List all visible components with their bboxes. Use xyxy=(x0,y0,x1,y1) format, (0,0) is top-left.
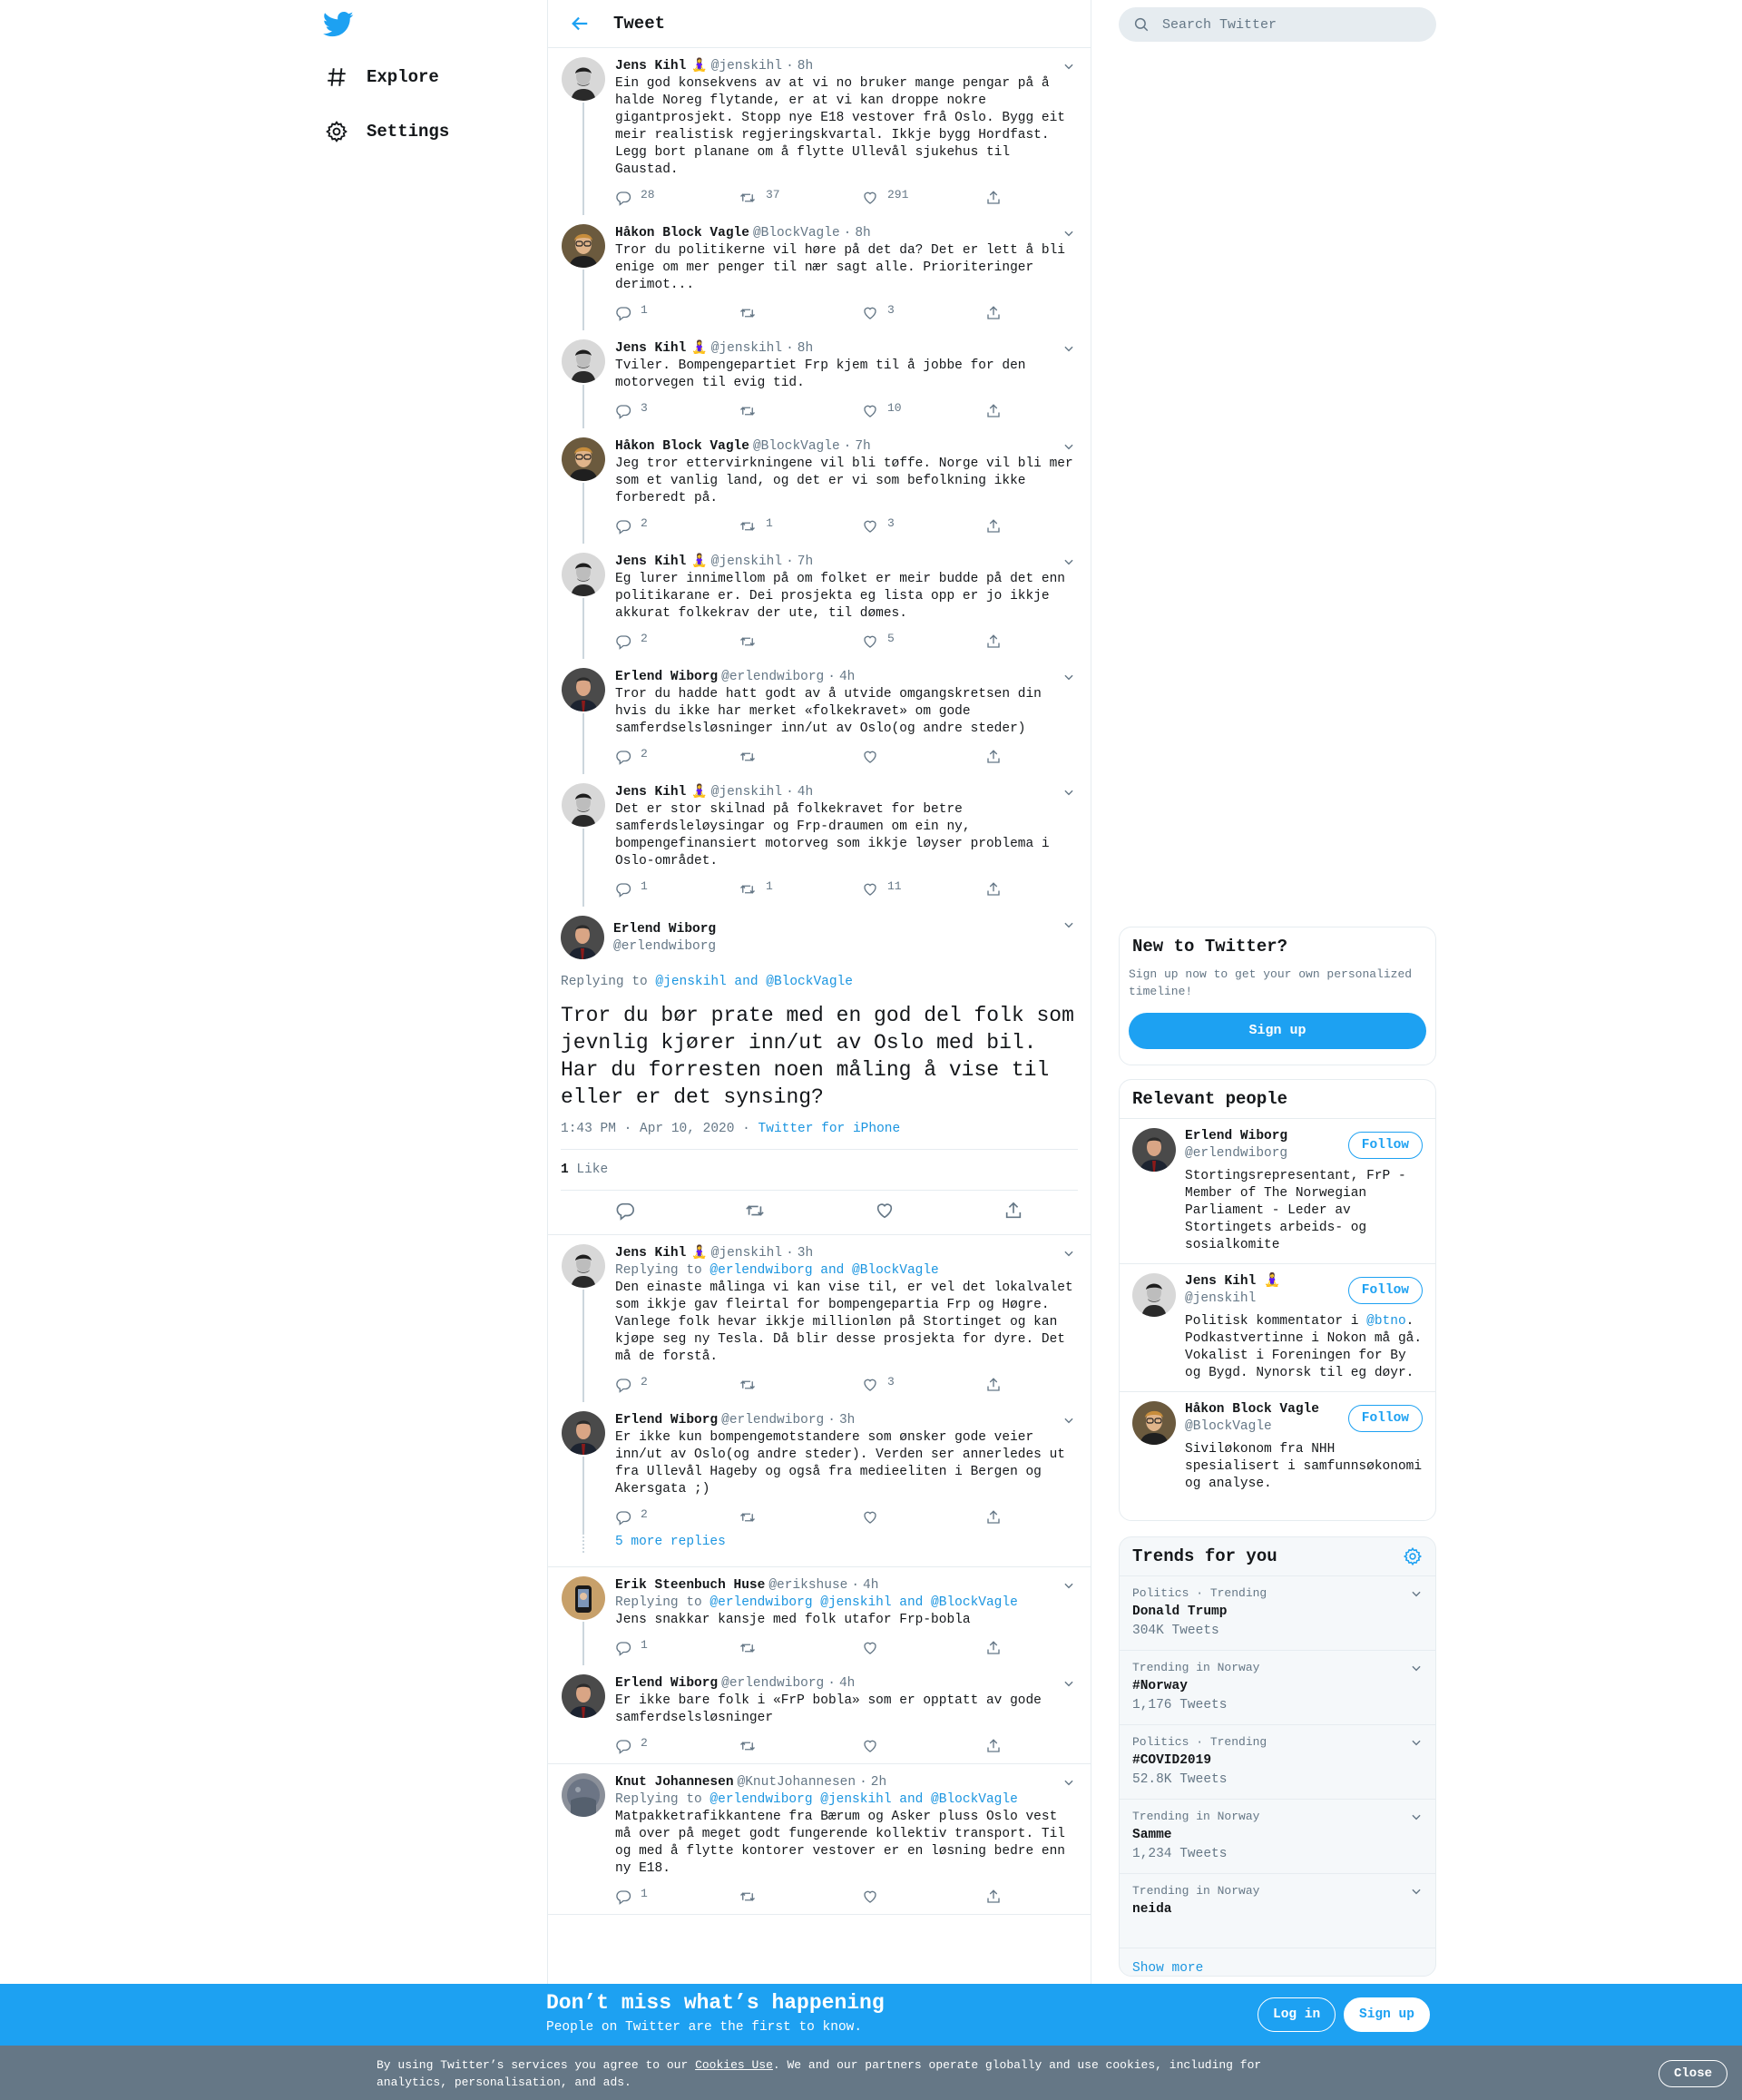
share-icon[interactable] xyxy=(985,1738,1013,1754)
separator-dot: · xyxy=(786,341,794,356)
chevron-down-icon[interactable] xyxy=(1060,1773,1078,1791)
tweet-time[interactable]: 2h xyxy=(870,1775,887,1790)
trend-count: 1,176 Tweets xyxy=(1132,1698,1228,1712)
tweet[interactable] xyxy=(548,1665,1091,1764)
page-title: Tweet xyxy=(613,14,666,34)
chevron-down-icon[interactable] xyxy=(1060,57,1078,75)
tweet-text: Tror du bør prate med en god del folk som jevnlig kjører inn/ut av Oslo med bil. Har du forresten noen måling å vise til eller er det synsing? xyxy=(561,1004,1074,1109)
bio-text-post: . Podkastvertinne i Nokon må gå. Vokalist i Foreningen for By og Bygd. Nynorsk til eg døyr. xyxy=(1185,1314,1423,1380)
author-handle[interactable]: @erlendwiborg xyxy=(721,1676,825,1691)
author-name[interactable]: Erlend Wiborg xyxy=(613,921,717,937)
like-icon-count: 3 xyxy=(887,302,895,317)
tweet-actions xyxy=(615,1881,1078,1914)
chevron-down-icon[interactable] xyxy=(1410,1587,1423,1604)
twitter-logo-icon[interactable] xyxy=(323,11,354,38)
reply-icon-count: 1 xyxy=(641,302,648,317)
tweet-time[interactable]: 7h xyxy=(855,439,871,454)
back-arrow-icon[interactable] xyxy=(564,8,595,39)
author-handle[interactable]: @BlockVagle xyxy=(752,439,840,454)
more-replies-link[interactable] xyxy=(548,1535,1091,1567)
tweet-actions xyxy=(615,396,1078,428)
tweet-text: Tror du politikerne vil høre på det da? Det er lett å bli enige om mer penger til nær sagt alle. Prioriteringer derimot... xyxy=(615,243,1073,292)
cookie-text-pre: By using Twitter’s services you agree to our xyxy=(377,2058,696,2072)
trend-category: Trending in Norway xyxy=(1132,1661,1260,1674)
share-icon[interactable] xyxy=(985,190,1013,206)
tweet-text: Det er stor skilnad på folkekravet for betre samferdsleløysingar og Frp-draumen om ein ny, bompengefinansiert motorveg som ikkje løyser problema i Oslo-området. xyxy=(615,802,1058,868)
person-handle[interactable]: @erlendwiborg xyxy=(1185,1146,1288,1161)
share-icon[interactable] xyxy=(985,1509,1013,1526)
like-icon[interactable] xyxy=(862,1509,985,1526)
trend-count: 52.8K Tweets xyxy=(1132,1772,1228,1787)
tweet[interactable] xyxy=(548,48,1091,215)
hashtag-icon xyxy=(323,64,350,91)
bio-text: Stortingsrepresentant, FrP - Member of The Norwegian Parliament - Leder av Stortingets arbeids- og sosialkomite xyxy=(1185,1169,1406,1252)
reply-icon-count: 2 xyxy=(641,515,648,530)
like-icon[interactable] xyxy=(862,400,985,419)
share-icon[interactable] xyxy=(985,881,1013,898)
replying-to-link[interactable]: @erlendwiborg @jenskihl and @BlockVagle xyxy=(710,1792,1018,1807)
reply-icon[interactable] xyxy=(615,1637,739,1656)
person-bio xyxy=(1185,1168,1423,1254)
chevron-down-icon[interactable] xyxy=(1060,668,1078,686)
trend-category: Politics · Trending xyxy=(1132,1586,1267,1600)
relevant-people-card xyxy=(1119,1079,1436,1521)
like-icon[interactable] xyxy=(862,1640,985,1656)
replying-to-link[interactable]: @erlendwiborg and @BlockVagle xyxy=(710,1263,939,1278)
tweet-actions xyxy=(615,1633,1078,1665)
retweet-icon[interactable] xyxy=(739,1640,862,1656)
reply-group-3 xyxy=(548,1764,1091,1915)
retweet-icon[interactable] xyxy=(739,1509,862,1526)
chevron-down-icon[interactable] xyxy=(1060,1576,1078,1595)
tweet-time[interactable]: 3h xyxy=(797,1246,814,1261)
reply-icon-count: 2 xyxy=(641,1506,648,1521)
author-handle[interactable]: @erlendwiborg xyxy=(721,670,825,684)
tweet[interactable] xyxy=(548,544,1091,659)
separator-dot: · xyxy=(786,59,794,74)
tweet[interactable] xyxy=(548,1567,1091,1665)
reply-icon-count: 1 xyxy=(641,1637,648,1652)
like-icon-count: 3 xyxy=(887,515,895,530)
trend-name: #COVID2019 xyxy=(1132,1753,1212,1768)
author-handle[interactable]: @jenskihl xyxy=(710,59,783,74)
trend-category: Politics · Trending xyxy=(1132,1735,1267,1749)
tweet[interactable] xyxy=(548,659,1091,774)
separator-dot: · xyxy=(859,1775,867,1790)
separator-dot: · xyxy=(786,1246,794,1261)
retweet-icon[interactable] xyxy=(739,403,862,419)
reply-icon-count: 1 xyxy=(641,878,648,893)
retweet-icon[interactable] xyxy=(744,1201,766,1225)
author-name[interactable]: Jens Kihl xyxy=(615,554,687,569)
share-icon[interactable] xyxy=(985,305,1013,321)
reply-icon[interactable] xyxy=(615,515,739,535)
like-icon[interactable] xyxy=(862,1738,985,1754)
author-name[interactable]: Erlend Wiborg xyxy=(615,1676,719,1691)
like-icon-count: 5 xyxy=(887,631,895,645)
share-icon[interactable] xyxy=(985,1889,1013,1905)
like-icon-count: 3 xyxy=(887,1374,895,1389)
bio-link[interactable]: @btno xyxy=(1366,1314,1406,1329)
retweet-icon[interactable] xyxy=(739,1889,862,1905)
tweet-actions xyxy=(615,874,1078,907)
tweet-text: Er ikke kun bompengemotstandere som ønsker gode veier inn/ut av Oslo(og andre steder). Verden ser annerledes ut fra Ullevål Hageby og også fra medieeliten i Bergen og Akersgata ;) xyxy=(615,1430,1073,1496)
reply-group-2 xyxy=(548,1567,1091,1764)
like-icon[interactable] xyxy=(862,749,985,765)
author-handle[interactable]: @erikshuse xyxy=(768,1578,848,1593)
person-item[interactable] xyxy=(1120,1391,1435,1502)
bio-text: Politisk kommentator i xyxy=(1185,1314,1367,1329)
chevron-down-icon[interactable] xyxy=(1060,783,1078,801)
tweet-actions xyxy=(615,741,1078,774)
likes-summary[interactable] xyxy=(561,1150,1078,1191)
replying-to: Replying to @erlendwiborg @jenskihl and @BlockVagle xyxy=(615,1595,1018,1610)
author-handle[interactable]: @KnutJohannesen xyxy=(737,1775,856,1790)
tweet-time[interactable]: 4h xyxy=(797,785,814,800)
cookie-text-post: . We and our partners operate globally and use cookies, including for analytics, personalisation, and ads. xyxy=(377,2058,1262,2089)
avatar[interactable] xyxy=(1132,1273,1176,1317)
new-to-twitter-card xyxy=(1119,927,1436,1065)
person-name[interactable]: Håkon Block Vagle xyxy=(1185,1402,1319,1417)
author-name[interactable]: Erik Steenbuch Huse xyxy=(615,1578,766,1593)
follow-button[interactable]: Follow xyxy=(1348,1277,1423,1304)
tweet-actions xyxy=(615,182,1078,215)
avatar[interactable] xyxy=(1132,1401,1176,1445)
reply-icon-count: 2 xyxy=(641,746,648,761)
like-icon-count: 10 xyxy=(887,400,902,415)
share-icon[interactable] xyxy=(985,403,1013,419)
trend-count: 304K Tweets xyxy=(1132,1624,1219,1638)
relevant-people-title: Relevant people xyxy=(1132,1089,1288,1109)
like-icon-count: 291 xyxy=(887,187,909,201)
like-icon[interactable] xyxy=(862,515,985,535)
follow-button[interactable]: Follow xyxy=(1348,1132,1423,1159)
person-handle[interactable]: @jenskihl xyxy=(1185,1291,1257,1306)
reply-icon[interactable] xyxy=(615,878,739,898)
gear-icon[interactable] xyxy=(1403,1546,1423,1566)
avatar[interactable] xyxy=(562,1576,605,1620)
promo-sub: People on Twitter are the first to know. xyxy=(546,2020,863,2035)
reply-icon[interactable] xyxy=(615,633,739,650)
share-icon[interactable] xyxy=(985,633,1013,650)
reply-icon[interactable] xyxy=(615,1374,739,1393)
replying-prefix: Replying to xyxy=(561,975,656,989)
trend-name: Samme xyxy=(1132,1828,1172,1842)
cookie-banner xyxy=(0,2046,1742,2100)
author-name[interactable]: Håkon Block Vagle xyxy=(615,226,749,240)
name-emoji: 🧘‍♀️ xyxy=(691,59,708,74)
search-icon xyxy=(1133,16,1150,33)
reply-icon-count: 1 xyxy=(641,1886,648,1900)
person-bio xyxy=(1185,1441,1423,1493)
name-emoji: 🧘‍♀️ xyxy=(1264,1274,1281,1289)
author-name[interactable]: Erlend Wiborg xyxy=(615,670,719,684)
reply-icon-count: 2 xyxy=(641,1374,648,1389)
replying-to: Replying to @erlendwiborg and @BlockVagle xyxy=(615,1263,939,1278)
name-emoji: 🧘‍♀️ xyxy=(691,341,708,356)
tweet-time[interactable]: 8h xyxy=(797,59,814,74)
chevron-down-icon[interactable] xyxy=(1060,1411,1078,1429)
author-name[interactable]: Jens Kihl xyxy=(615,1246,687,1261)
trend-item[interactable] xyxy=(1120,1651,1435,1725)
nav-settings-label: Settings xyxy=(367,122,450,142)
tweet-time[interactable]: 4h xyxy=(838,1676,856,1691)
retweet-icon-count: 37 xyxy=(766,187,780,201)
main-column xyxy=(547,0,1091,1984)
login-button[interactable]: Log in xyxy=(1258,1997,1336,2032)
share-icon[interactable] xyxy=(985,749,1013,765)
share-icon[interactable] xyxy=(985,1377,1013,1393)
reply-icon-count: 2 xyxy=(641,631,648,645)
separator-dot: · xyxy=(827,670,836,684)
promo-signup-button[interactable]: Sign up xyxy=(1344,1997,1430,2032)
tweet-time[interactable]: 4h xyxy=(863,1578,879,1593)
tweet-text: Tviler. Bompengepartiet Frp kjem til å jobbe for den motorvegen til evig tid. xyxy=(615,358,1034,390)
focused-tweet xyxy=(548,907,1091,1235)
reply-icon-count: 28 xyxy=(641,187,655,201)
new-to-twitter-title: New to Twitter? xyxy=(1132,937,1288,957)
like-icon[interactable] xyxy=(862,187,985,206)
signup-button[interactable]: Sign up xyxy=(1129,1013,1426,1049)
share-icon[interactable] xyxy=(985,518,1013,535)
show-more-link[interactable]: Show more xyxy=(1132,1961,1204,1976)
tweet-actions xyxy=(615,626,1078,659)
cookie-close-button[interactable]: Close xyxy=(1659,2060,1727,2087)
like-icon[interactable] xyxy=(862,1374,985,1393)
chevron-down-icon[interactable] xyxy=(1060,1244,1078,1262)
tweet-text: Jeg tror ettervirkningene vil bli tøffe. Norge vil bli mer som et vanlig land, og det er vi som befolkning ikke forberedt på. xyxy=(615,456,1081,505)
separator-dot: · xyxy=(851,1578,860,1593)
chevron-down-icon[interactable] xyxy=(1060,224,1078,242)
chevron-down-icon[interactable] xyxy=(1060,553,1078,571)
tweet-time[interactable]: 7h xyxy=(797,554,814,569)
cookies-use-link[interactable]: Cookies Use xyxy=(695,2058,773,2072)
person-name[interactable]: Jens Kihl xyxy=(1185,1274,1257,1289)
author-handle[interactable]: @erlendwiborg xyxy=(721,1413,825,1428)
tweet-text: Den einaste målinga vi kan vise til, er vel det lokalvalet som ikkje gav fleirtal for bompengepartia Frp og Høgre. Vanlege folk hevar ikkje millionløn på Stortinget og kan kjøpe seg ny Tesla. Då blir desse prosjekta for dyre. Det må de forstå. xyxy=(615,1281,1081,1364)
author-name[interactable]: Knut Johannesen xyxy=(615,1775,734,1790)
tweet-source[interactable]: Twitter for iPhone xyxy=(758,1122,901,1136)
avatar[interactable] xyxy=(1132,1128,1176,1172)
trend-count: 1,234 Tweets xyxy=(1132,1847,1228,1861)
new-to-twitter-sub: Sign up now to get your own personalized timeline! xyxy=(1129,967,1413,998)
tweet-text: Tror du hadde hatt godt av å utvide omgangskretsen din hvis du ikke har merket «folkekravet» om gode samferdselsløsninger inn/ut av Oslo(og andre steder) xyxy=(615,687,1050,736)
like-icon[interactable] xyxy=(862,878,985,898)
chevron-down-icon[interactable] xyxy=(1060,437,1078,456)
name-emoji: 🧘‍♀️ xyxy=(691,554,708,569)
search-input[interactable]: Search Twitter xyxy=(1162,16,1277,33)
trend-item[interactable] xyxy=(1120,1576,1435,1651)
author-name[interactable]: Jens Kihl xyxy=(615,341,687,356)
avatar[interactable] xyxy=(562,1244,605,1288)
tweet[interactable] xyxy=(548,1235,1091,1402)
tweet-time[interactable]: 8h xyxy=(797,341,814,356)
retweet-icon[interactable] xyxy=(739,1738,862,1754)
trend-item[interactable] xyxy=(1120,1874,1435,1948)
cookie-text xyxy=(377,2056,1293,2091)
trend-item[interactable] xyxy=(1120,1800,1435,1874)
person-handle[interactable]: @BlockVagle xyxy=(1185,1419,1272,1434)
avatar[interactable] xyxy=(562,1674,605,1718)
tweet[interactable] xyxy=(548,1402,1091,1535)
trend-name: Donald Trump xyxy=(1132,1604,1228,1619)
author-name[interactable]: Erlend Wiborg xyxy=(615,1413,719,1428)
tweet[interactable] xyxy=(548,330,1091,428)
chevron-down-icon[interactable] xyxy=(1410,1885,1423,1902)
retweet-icon[interactable] xyxy=(739,305,862,321)
reply-icon-count: 2 xyxy=(641,1735,648,1750)
author-name[interactable]: Jens Kihl xyxy=(615,785,687,800)
person-item[interactable] xyxy=(1120,1263,1435,1391)
retweet-icon[interactable] xyxy=(739,633,862,650)
nav-explore-label: Explore xyxy=(367,67,439,87)
author-handle[interactable]: @jenskihl xyxy=(710,341,783,356)
reply-icon-count: 3 xyxy=(641,400,648,415)
promo-banner xyxy=(0,1984,1742,2046)
tweet-actions xyxy=(615,511,1078,544)
separator-dot: · xyxy=(827,1676,836,1691)
tweet-time[interactable]: 3h xyxy=(838,1413,856,1428)
chevron-down-icon[interactable] xyxy=(1410,1811,1423,1828)
trend-name: neida xyxy=(1132,1902,1172,1917)
tweet[interactable] xyxy=(548,1764,1091,1915)
bio-text: Siviløkonom fra NHH spesialisert i samfunnsøkonomi og analyse. xyxy=(1185,1442,1423,1491)
avatar[interactable] xyxy=(562,783,605,827)
separator-dot: · xyxy=(827,1413,836,1428)
like-icon-count: 11 xyxy=(887,878,902,893)
trend-name: #Norway xyxy=(1132,1679,1188,1693)
avatar[interactable] xyxy=(562,437,605,481)
avatar[interactable] xyxy=(562,57,605,101)
person-name[interactable]: Erlend Wiborg xyxy=(1185,1129,1288,1143)
avatar[interactable] xyxy=(562,668,605,711)
separator-dot: · xyxy=(786,785,794,800)
avatar[interactable] xyxy=(562,1773,605,1817)
tweet-time[interactable]: 4h xyxy=(838,670,856,684)
tweet[interactable] xyxy=(548,215,1091,330)
reply-icon[interactable] xyxy=(615,1886,739,1905)
share-icon[interactable] xyxy=(1003,1201,1023,1225)
like-icon[interactable] xyxy=(862,302,985,321)
tweet-actions xyxy=(615,1731,1078,1763)
tweet-text: Er ikke bare folk i «FrP bobla» som er opptatt av gode samferdselsløsninger xyxy=(615,1693,1050,1725)
retweet-icon-count: 1 xyxy=(766,515,773,530)
like-icon[interactable] xyxy=(875,1201,895,1225)
focus-action-bar xyxy=(561,1191,1078,1234)
tweet-datetime[interactable]: 1:43 PM · Apr 10, 2020 · xyxy=(561,1122,758,1136)
like-icon[interactable] xyxy=(862,633,985,650)
like-count: 1 xyxy=(561,1163,569,1177)
reply-icon[interactable] xyxy=(615,1506,739,1526)
chevron-down-icon[interactable] xyxy=(1060,916,1078,934)
gear-icon xyxy=(323,118,350,145)
name-emoji: 🧘‍♀️ xyxy=(691,785,708,800)
more-replies-label: 5 more replies xyxy=(615,1535,726,1549)
reply-icon[interactable] xyxy=(615,746,739,765)
retweet-icon[interactable] xyxy=(739,1377,862,1393)
tweet[interactable] xyxy=(548,774,1091,907)
reply-icon[interactable] xyxy=(615,400,739,419)
author-name[interactable]: Håkon Block Vagle xyxy=(615,439,749,454)
avatar[interactable] xyxy=(562,553,605,596)
chevron-down-icon[interactable] xyxy=(1410,1662,1423,1679)
tweet-actions xyxy=(615,298,1078,330)
avatar[interactable] xyxy=(562,224,605,268)
main-header xyxy=(548,0,1091,48)
separator-dot: · xyxy=(786,554,794,569)
tweet-actions xyxy=(615,1502,1078,1535)
separator-dot: · xyxy=(843,226,852,240)
nav-settings[interactable] xyxy=(323,109,449,154)
chevron-down-icon[interactable] xyxy=(1410,1736,1423,1753)
like-label: Like xyxy=(568,1163,609,1177)
trend-category: Trending in Norway xyxy=(1132,1810,1260,1823)
retweet-icon[interactable] xyxy=(739,749,862,765)
trend-item[interactable] xyxy=(1120,1725,1435,1800)
name-emoji: 🧘‍♀️ xyxy=(691,1246,708,1261)
reply-group-1 xyxy=(548,1235,1091,1535)
tweet-text: Jens snakkar kansje med folk utafor Frp-bobla xyxy=(615,1613,971,1627)
person-item[interactable] xyxy=(1120,1118,1435,1263)
trend-category: Trending in Norway xyxy=(1132,1884,1260,1898)
follow-button[interactable]: Follow xyxy=(1348,1405,1423,1432)
replying-to xyxy=(561,974,1078,991)
replying-to-link[interactable]: @erlendwiborg @jenskihl and @BlockVagle xyxy=(710,1595,1018,1610)
avatar[interactable] xyxy=(561,916,604,959)
trends-title: Trends for you xyxy=(1132,1546,1277,1566)
like-icon[interactable] xyxy=(862,1889,985,1905)
tweet-actions xyxy=(615,1369,1078,1402)
reply-icon[interactable] xyxy=(615,1735,739,1754)
author-handle[interactable]: @jenskihl xyxy=(710,554,783,569)
reply-icon[interactable] xyxy=(615,187,739,206)
retweet-icon[interactable] xyxy=(739,878,862,898)
avatar[interactable] xyxy=(562,1411,605,1455)
tweet[interactable] xyxy=(548,428,1091,544)
retweet-icon-count: 1 xyxy=(766,878,773,893)
replying-to-link[interactable]: @jenskihl and @BlockVagle xyxy=(655,975,853,989)
tweet-text: Matpakketrafikkantene fra Bærum og Asker pluss Oslo vest må over på meget godt fungerende kollektiv transport. Til og med å flytte kontorer vestover er en løsning bedre enn ny E18. xyxy=(615,1810,1073,1876)
reply-icon[interactable] xyxy=(615,302,739,321)
chevron-down-icon[interactable] xyxy=(1060,339,1078,358)
author-handle[interactable]: @BlockVagle xyxy=(752,226,840,240)
author-handle[interactable]: @erlendwiborg xyxy=(613,938,717,954)
nav-explore[interactable] xyxy=(323,54,439,100)
share-icon[interactable] xyxy=(985,1640,1013,1656)
retweet-icon[interactable] xyxy=(739,515,862,535)
search-bar[interactable] xyxy=(1119,7,1436,42)
tweet-time[interactable]: 8h xyxy=(855,226,871,240)
author-handle[interactable]: @jenskihl xyxy=(710,1246,783,1261)
reply-icon[interactable] xyxy=(615,1201,635,1225)
trends-card xyxy=(1119,1536,1436,1977)
replying-to: Replying to @erlendwiborg @jenskihl and @BlockVagle xyxy=(615,1792,1018,1807)
person-bio xyxy=(1185,1313,1423,1382)
avatar[interactable] xyxy=(562,339,605,383)
author-handle[interactable]: @jenskihl xyxy=(710,785,783,800)
thread-parents xyxy=(548,48,1091,907)
tweet-text: Ein god konsekvens av at vi no bruker mange pengar på å halde Noreg flytande, er at vi kan droppe nokre gigantprosjekt. Stopp nye E18 vestover frå Oslo. Bygg eit meir realistisk regjeringskvartal. Ikkje bygg Hordfast. Legg bort planane om å flytte Ullevål sjukehus til Gaustad. xyxy=(615,76,1073,177)
retweet-icon[interactable] xyxy=(739,187,862,206)
tweet-meta xyxy=(561,1122,1078,1150)
separator-dot: · xyxy=(843,439,852,454)
tweet-text: Eg lurer innimellom på om folket er meir budde på det enn politikarane er. Dei prosjekta eg lista opp er jo ikkje akkurat folkekrav der ute, til dømes. xyxy=(615,572,1073,621)
chevron-down-icon[interactable] xyxy=(1060,1674,1078,1693)
promo-title: Don’t miss what’s happening xyxy=(546,1991,885,2015)
author-name[interactable]: Jens Kihl xyxy=(615,59,687,74)
